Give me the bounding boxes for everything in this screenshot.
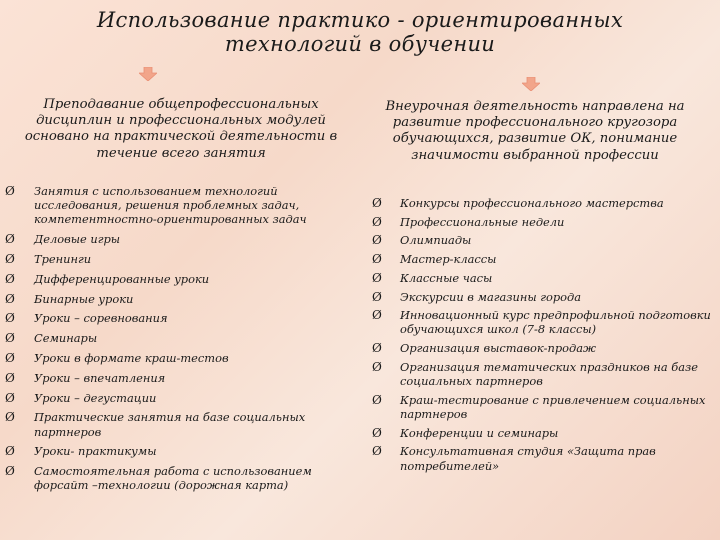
- list-item: Ø Экскурсии в магазины города: [372, 289, 582, 304]
- down-arrow-icon: [522, 77, 540, 91]
- bullet-arrow-icon: Ø: [5, 311, 15, 326]
- list-item: Ø Деловые игры: [5, 232, 121, 247]
- list-item: Ø Уроки – дегустации: [5, 390, 157, 405]
- list-item: Ø Мастер-классы: [372, 252, 497, 267]
- bullet-arrow-icon: Ø: [5, 291, 15, 306]
- bullet-arrow-icon: Ø: [5, 390, 15, 405]
- bullet-arrow-icon: Ø: [372, 196, 382, 210]
- bullet-arrow-icon: Ø: [372, 233, 382, 248]
- bullet-arrow-icon: Ø: [372, 289, 382, 304]
- list-item: Ø Краш-тестирование с привлечением социальных партнеров: [372, 392, 706, 421]
- list-item: Ø Консультативная студия «Защита прав потребителей»: [372, 444, 656, 473]
- bullet-arrow-icon: Ø: [372, 444, 382, 459]
- bullet-arrow-icon: Ø: [5, 410, 15, 425]
- down-arrow-icon: [139, 67, 157, 81]
- list-item: Ø Дифференцированные уроки: [5, 271, 210, 286]
- list-item: Ø Занятия с использованием технологий исследования, решения проблемных задач, компетентностно-ориентированных задач: [5, 184, 307, 227]
- right-column-heading: Внеурочная деятельность направлена на развитие профессионального кругозора обучающихся, развитие ОК, понимание значимости выбранной профессии: [385, 99, 685, 163]
- left-list: [5, 184, 360, 498]
- bullet-arrow-icon: Ø: [5, 252, 15, 266]
- list-item: Ø Тренинги: [5, 252, 92, 266]
- list-item: Ø Организация тематических праздников на базе социальных партнеров: [372, 359, 698, 389]
- title-line-2: технологий в обучении: [224, 32, 496, 56]
- list-item: Ø Конкурсы профессионального мастерства: [372, 196, 664, 210]
- list-item: Ø Уроки – впечатления: [5, 370, 166, 385]
- left-column-heading: Преподавание общепрофессиональных дисциплин и профессиональных модулей основано на практической деятельности в течение всего занятия: [24, 97, 338, 161]
- bullet-arrow-icon: Ø: [5, 370, 15, 385]
- bullet-arrow-icon: Ø: [372, 425, 382, 440]
- bullet-arrow-icon: Ø: [372, 308, 382, 323]
- bullet-arrow-icon: Ø: [372, 392, 382, 407]
- list-item: Ø Уроки- практикумы: [5, 444, 157, 459]
- bullet-arrow-icon: Ø: [5, 464, 15, 479]
- list-item: Ø Олимпиады: [372, 233, 472, 248]
- bullet-arrow-icon: Ø: [5, 184, 15, 198]
- list-item: Ø Классные часы: [372, 270, 493, 285]
- list-item: Ø Уроки – соревнования: [5, 311, 168, 326]
- bullet-arrow-icon: Ø: [5, 444, 15, 459]
- bullet-arrow-icon: Ø: [5, 331, 15, 346]
- list-item: Ø Инновационный курс предпрофильной подготовки обучающихся школ (7-8 классы): [372, 308, 711, 337]
- bullet-arrow-icon: Ø: [372, 341, 382, 356]
- bullet-arrow-icon: Ø: [372, 270, 382, 285]
- list-item: Ø Семинары: [5, 331, 98, 346]
- title-line-1: Использование практико - ориентированных: [96, 8, 624, 32]
- list-item: Ø Организация выставок-продаж: [372, 341, 596, 356]
- list-item: Ø Уроки в формате краш-тестов: [5, 350, 229, 365]
- bullet-arrow-icon: Ø: [5, 271, 15, 286]
- list-item: Ø Самостоятельная работа с использованием форсайт –технологии (дорожная карта): [5, 464, 312, 493]
- bullet-arrow-icon: Ø: [5, 232, 15, 247]
- right-list: [372, 196, 717, 477]
- bullet-arrow-icon: Ø: [372, 359, 382, 374]
- page-title: [0, 8, 720, 56]
- bullet-arrow-icon: Ø: [372, 214, 382, 229]
- bullet-arrow-icon: Ø: [5, 350, 15, 365]
- list-item: Ø Профессиональные недели: [372, 214, 565, 229]
- bullet-arrow-icon: Ø: [372, 252, 382, 267]
- list-item: Ø Бинарные уроки: [5, 291, 134, 306]
- list-item: Ø Практические занятия на базе социальных партнеров: [5, 410, 306, 439]
- list-item: Ø Конференции и семинары: [372, 425, 559, 440]
